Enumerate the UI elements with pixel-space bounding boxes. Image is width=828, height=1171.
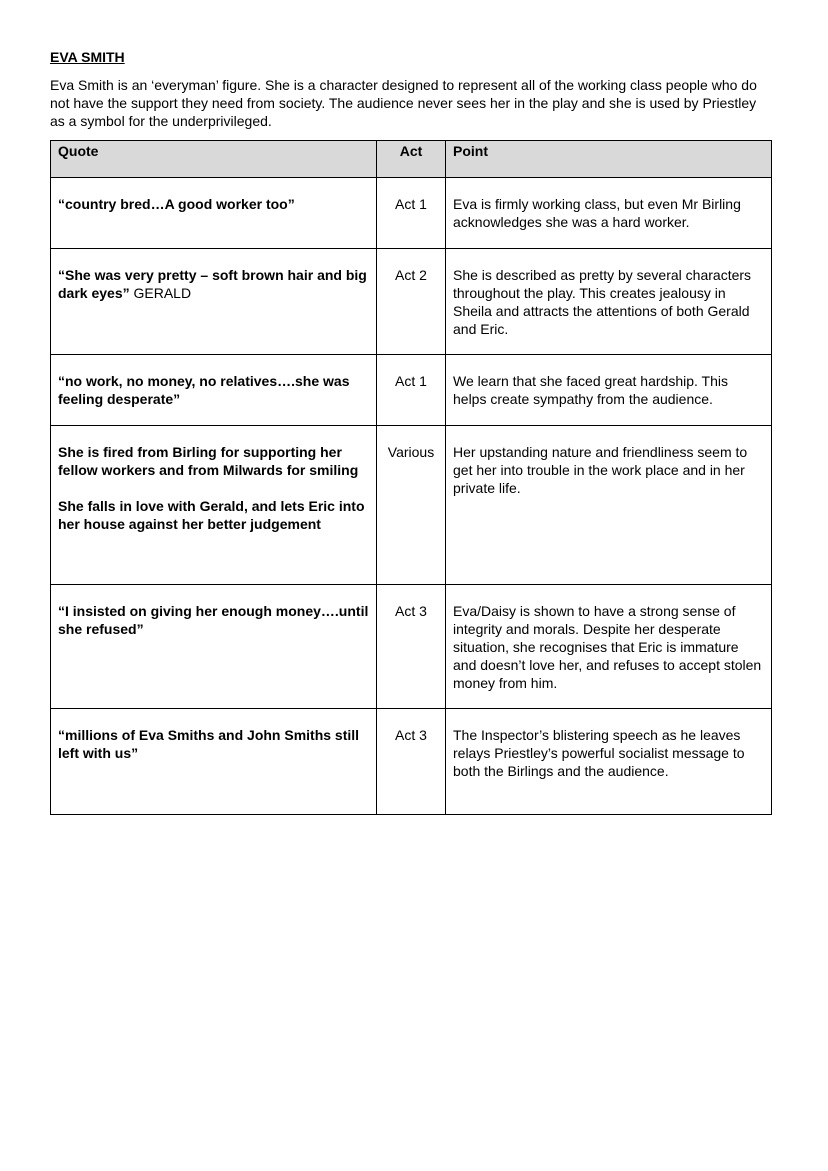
header-point: Point <box>446 141 772 178</box>
point-cell: She is described as pretty by several characters throughout the play. This creates jealousy in Sheila and attracts the attentions of both Gerald and Eric. <box>446 249 772 355</box>
page-title: EVA SMITH <box>50 49 125 65</box>
act-cell: Act 1 <box>377 178 446 249</box>
quote-cell: She is fired from Birling for supporting her fellow workers and from Milwards for smiling She falls in love with Gerald, and lets Eric into her house against her better judgement <box>51 426 377 585</box>
table-row <box>51 426 772 585</box>
table-row <box>51 355 772 426</box>
point-cell: The Inspector’s blistering speech as he leaves relays Priestley’s powerful socialist message to both the Birlings and the audience. <box>446 709 772 815</box>
point-cell: Her upstanding nature and friendliness seem to get her into trouble in the work place and in her private life. <box>446 426 772 585</box>
quote-cell: “millions of Eva Smiths and John Smiths still left with us” <box>51 709 377 815</box>
table-row <box>51 178 772 249</box>
table-header-row <box>51 141 772 178</box>
quote-cell: “I insisted on giving her enough money….until she refused” <box>51 585 377 709</box>
point-cell: Eva is firmly working class, but even Mr Birling acknowledges she was a hard worker. <box>446 178 772 249</box>
intro-paragraph: Eva Smith is an ‘everyman’ figure. She is a character designed to represent all of the working class people who do not have the support they need from society. The audience never sees her in the play and she is used by Priestley as a symbol for the underprivileged. <box>50 77 757 129</box>
quote-cell: “country bred…A good worker too” <box>51 178 377 249</box>
quote-table <box>50 140 772 815</box>
header-quote: Quote <box>51 141 377 178</box>
table-row <box>51 585 772 709</box>
act-cell: Act 3 <box>377 585 446 709</box>
speaker-label: GERALD <box>129 285 192 301</box>
act-cell: Act 1 <box>377 355 446 426</box>
quote-cell: “She was very pretty – soft brown hair and big dark eyes” GERALD <box>51 249 377 355</box>
table-row <box>51 709 772 815</box>
header-act: Act <box>377 141 446 178</box>
point-cell: Eva/Daisy is shown to have a strong sense of integrity and morals. Despite her desperate situation, she recognises that Eric is immature and doesn’t love her, and refuses to accept stolen money from him. <box>446 585 772 709</box>
act-cell: Act 2 <box>377 249 446 355</box>
point-cell: We learn that she faced great hardship. This helps create sympathy from the audience. <box>446 355 772 426</box>
act-cell: Act 3 <box>377 709 446 815</box>
table-row <box>51 249 772 355</box>
document-page <box>50 48 774 815</box>
act-cell: Various <box>377 426 446 585</box>
quote-cell: “no work, no money, no relatives….she was feeling desperate” <box>51 355 377 426</box>
